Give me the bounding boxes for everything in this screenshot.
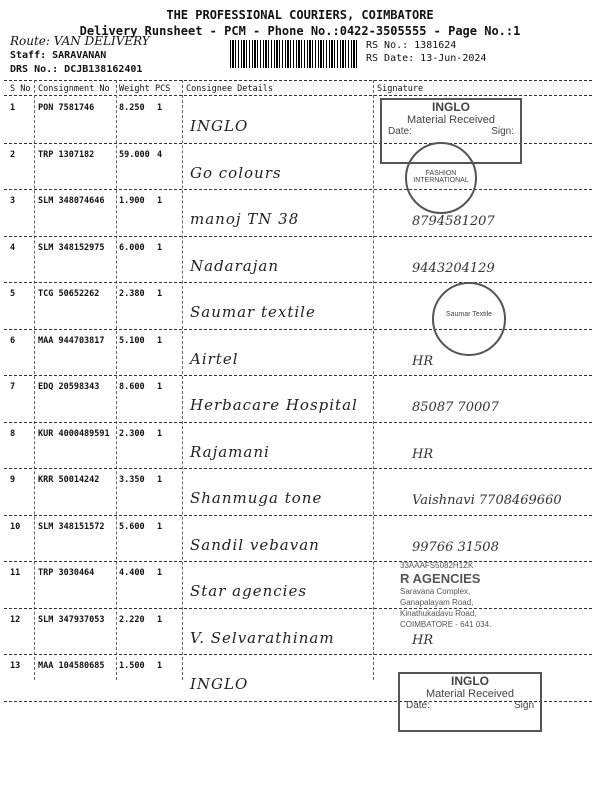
row-consignee-handwritten: INGLO — [190, 117, 249, 135]
row-consignment-no: SLM 348151572 — [38, 521, 105, 532]
row-signature-handwritten: HR — [412, 632, 434, 648]
row-pcs: 1 — [157, 242, 163, 253]
row-rule — [4, 189, 592, 190]
row-signature-handwritten: 9443204129 — [412, 260, 495, 276]
row-pcs: 4 — [157, 149, 163, 160]
col-header-sno: S No — [10, 84, 31, 94]
row-pcs: 1 — [157, 382, 163, 392]
row-sno: 7 — [10, 382, 16, 392]
row-consignee-handwritten: INGLO — [190, 675, 249, 693]
row-consignment-no: TRP 1307182 — [38, 149, 95, 160]
round-stamp-text: FASHION INTERNATIONAL — [413, 170, 469, 184]
row-sno: 2 — [10, 149, 16, 160]
row-sno: 4 — [10, 242, 16, 253]
stamp-sign: Sign: — [491, 126, 514, 137]
row-sno: 10 — [10, 521, 21, 532]
agency-address: Kinathukadavu Road, — [400, 609, 477, 618]
row-signature-handwritten: 8794581207 — [412, 214, 495, 229]
agency-address: Saravana Complex, — [400, 587, 471, 596]
row-weight: 1.900 — [119, 196, 145, 206]
row-consignee-handwritten: V. Selvarathinam — [190, 628, 335, 647]
row-consignee-handwritten: Sandil vebavan — [190, 535, 320, 554]
agency-city: COIMBATORE - 641 034. — [400, 620, 492, 629]
row-consignment-no: SLM 348152975 — [38, 242, 105, 253]
row-consignment-no: KUR 4000489591 — [38, 428, 110, 439]
row-sno: 9 — [10, 475, 16, 485]
col-header-pcs: PCS — [155, 84, 171, 94]
row-sno: 11 — [10, 568, 21, 578]
company-title: THE PROFESSIONAL COURIERS, COIMBATORE — [166, 8, 434, 22]
row-pcs: 1 — [157, 521, 163, 532]
stamp-title: INGLO — [451, 674, 489, 688]
stamp-title: INGLO — [432, 100, 470, 114]
row-weight: 6.000 — [119, 242, 145, 253]
row-pcs: 1 — [157, 661, 163, 671]
row-signature-handwritten: 99766 31508 — [412, 539, 499, 555]
row-consignment-no: KRR 50014242 — [38, 475, 100, 485]
agency-name: R AGENCIES — [400, 571, 481, 586]
row-weight: 8.250 — [119, 103, 145, 113]
row-consignment-no: PON 7581746 — [38, 103, 95, 113]
row-consignee-handwritten: Rajamani — [190, 442, 270, 461]
fashion-round-stamp — [405, 142, 477, 214]
row-consignment-no: SLM 348074646 — [38, 196, 105, 206]
row-pcs: 1 — [157, 103, 163, 113]
row-consignee-handwritten: Saumar textile — [190, 303, 316, 321]
row-weight: 3.350 — [119, 475, 145, 485]
row-weight: 59.000 — [119, 149, 150, 160]
col-header-weight: Weight — [119, 84, 150, 94]
row-weight: 4.400 — [119, 568, 145, 578]
row-sno: 1 — [10, 103, 16, 113]
row-pcs: 1 — [157, 335, 163, 346]
drs-number: DRS No.: DCJB138162401 — [10, 64, 143, 75]
stamp-line: Material Received — [425, 688, 515, 700]
rs-date: RS Date: 13-Jun-2024 — [366, 53, 487, 64]
agency-gstin: 33AAAFS5082H1ZK — [400, 561, 474, 570]
header-top-rule — [4, 80, 592, 81]
stamp-sign: Sign — [513, 700, 534, 711]
runsheet-subtitle: Delivery Runsheet - PCM - Phone No.:0422-3505555 - Page No.:1 — [79, 24, 521, 38]
row-sno: 8 — [10, 428, 16, 439]
row-consignee-handwritten: Shanmuga tone — [190, 489, 323, 507]
row-signature-handwritten: HR — [412, 446, 434, 462]
row-consignment-no: TCG 50652262 — [38, 289, 100, 299]
header-bottom-rule — [4, 95, 592, 96]
row-consignee-handwritten: Nadarajan — [190, 256, 279, 275]
agency-address: Ganapalayam Road, — [400, 598, 474, 607]
row-rule — [4, 422, 592, 423]
col-divider — [34, 80, 35, 680]
row-consignment-no: MAA 944703817 — [38, 335, 105, 346]
row-consignment-no: EDQ 20598343 — [38, 382, 100, 392]
col-header-consignment: Consignment No — [38, 84, 110, 94]
row-rule — [4, 468, 592, 469]
row-sno: 5 — [10, 289, 16, 299]
row-pcs: 1 — [157, 428, 163, 439]
row-weight: 1.500 — [119, 661, 145, 671]
staff-label: Staff: SARAVANAN — [10, 50, 107, 61]
row-rule — [4, 282, 592, 283]
agency-stamp — [400, 560, 550, 630]
row-weight: 8.600 — [119, 382, 145, 392]
row-rule — [4, 515, 592, 516]
stamp-line: Material Received — [406, 114, 496, 126]
row-weight: 5.100 — [119, 335, 145, 346]
inglo-stamp-bottom — [398, 672, 542, 732]
col-divider — [182, 80, 183, 680]
row-rule — [4, 375, 592, 376]
row-weight: 5.600 — [119, 521, 145, 532]
row-pcs: 1 — [157, 568, 163, 578]
rs-number: RS No.: 1381624 — [366, 40, 457, 51]
stamp-date: Date: — [406, 700, 430, 711]
row-consignee-handwritten: manoj TN 38 — [190, 210, 300, 228]
row-consignee-handwritten: Herbacare Hospital — [190, 396, 358, 414]
round-stamp-text: Saumar Textile — [445, 311, 493, 318]
row-signature-handwritten: HR — [412, 353, 434, 369]
col-header-signature: Signature — [377, 84, 424, 94]
route-label: Route: VAN DELIVERY — [10, 34, 150, 48]
col-divider — [116, 80, 117, 680]
row-weight: 2.220 — [119, 614, 145, 625]
row-consignment-no: SLM 347937053 — [38, 614, 105, 625]
row-consignee-handwritten: Go colours — [190, 163, 282, 182]
row-sno: 6 — [10, 335, 16, 346]
row-sno: 12 — [10, 614, 21, 625]
col-divider — [373, 80, 374, 680]
row-sno: 3 — [10, 196, 16, 206]
row-consignee-handwritten: Star agencies — [190, 582, 308, 600]
stamp-date: Date: — [388, 126, 412, 137]
textile-round-stamp — [432, 282, 506, 356]
col-header-consignee: Consignee Details — [186, 84, 273, 94]
row-signature-handwritten: Vaishnavi 7708469660 — [412, 493, 562, 508]
row-rule — [4, 654, 592, 655]
row-rule — [4, 236, 592, 237]
row-consignee-handwritten: Airtel — [190, 349, 239, 368]
row-weight: 2.380 — [119, 289, 145, 299]
row-pcs: 1 — [157, 196, 163, 206]
row-sno: 13 — [10, 661, 21, 671]
row-consignment-no: MAA 104580685 — [38, 661, 105, 671]
row-pcs: 1 — [157, 614, 163, 625]
row-signature-handwritten: 85087 70007 — [412, 400, 499, 415]
barcode — [230, 40, 358, 68]
row-pcs: 1 — [157, 289, 163, 299]
row-pcs: 1 — [157, 475, 163, 485]
row-consignment-no: TRP 3030464 — [38, 568, 95, 578]
row-weight: 2.300 — [119, 428, 145, 439]
